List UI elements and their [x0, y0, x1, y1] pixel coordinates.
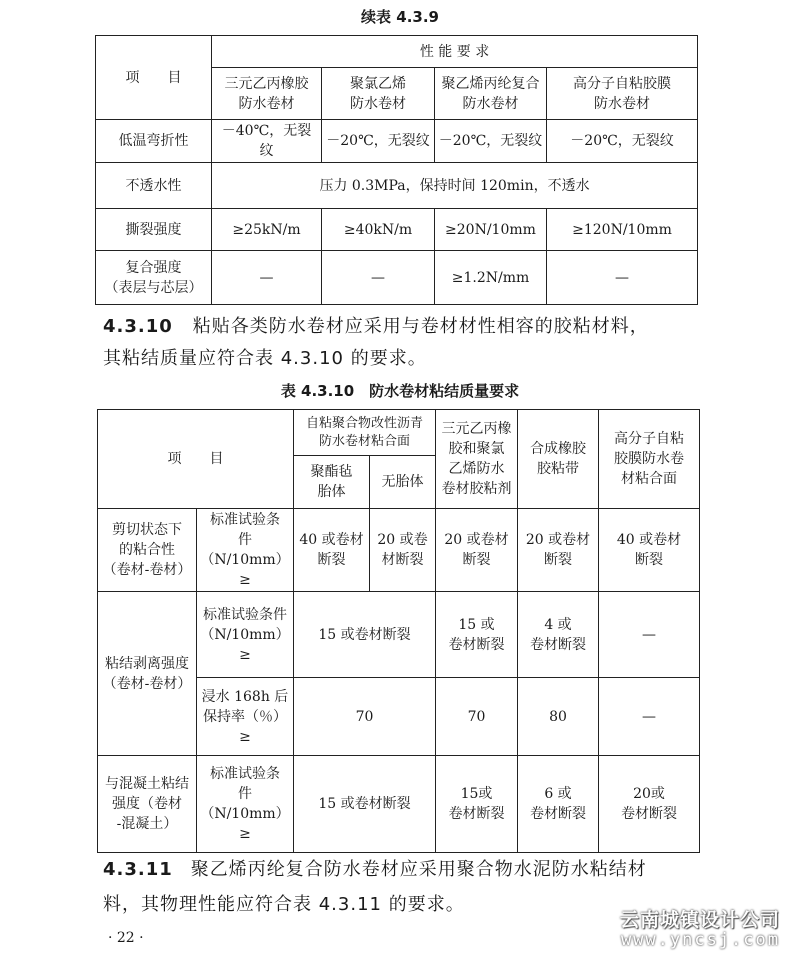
row-label: 粘结剥离强度 （卷材-卷材）	[98, 592, 197, 756]
cell: 15 或卷材断裂	[294, 756, 436, 853]
watermark-company-name: 云南城镇设计公司	[619, 909, 780, 931]
cell: 80	[518, 678, 599, 756]
row-label: 撕裂强度	[96, 209, 212, 251]
table2-group-selfadhesive: 自粘聚合物改性沥青 防水卷材粘合面	[294, 410, 436, 456]
cell: 压力 0.3MPa，保持时间 120min，不透水	[212, 163, 698, 209]
table1-col-pvc: 聚氯乙烯 防水卷材	[322, 68, 435, 120]
cell: 20 或卷 材断裂	[370, 509, 436, 592]
table2	[97, 409, 700, 853]
table2-sub-polyester: 聚酯毡 胎体	[294, 456, 370, 509]
cell: 15或 卷材断裂	[436, 756, 518, 853]
page-number: · 22 ·	[108, 930, 144, 946]
cell: 20 或卷材 断裂	[436, 509, 518, 592]
row-label: 与混凝土粘结 强度（卷材 -混凝土）	[98, 756, 197, 853]
table2-item-header: 项 目	[98, 410, 294, 509]
section-number: 4.3.10	[103, 316, 173, 337]
table1-col-epdm: 三元乙丙橡胶 防水卷材	[212, 68, 322, 120]
cell: 6 或 卷材断裂	[518, 756, 599, 853]
cell: ≥25kN/m	[212, 209, 322, 251]
table1-row-low-temp	[96, 120, 698, 163]
cell: 40 或卷材 断裂	[294, 509, 370, 592]
row-condition: 浸水 168h 后 保持率（％） ≥	[197, 678, 294, 756]
row-label: 不透水性	[96, 163, 212, 209]
table2-row-shear	[98, 509, 700, 592]
cell: —	[322, 251, 435, 305]
table1-caption: 续表 4.3.9	[361, 8, 439, 26]
section-number: 4.3.11	[103, 859, 173, 880]
table1-row-impermeability	[96, 163, 698, 209]
table1-col-polymer-selfadhesive: 高分子自粘胶膜 防水卷材	[547, 68, 698, 120]
row-condition: 标准试验条件 （N/10mm） ≥	[197, 592, 294, 678]
table1-group-header: 性 能 要 求	[212, 36, 698, 68]
cell: 4 或 卷材断裂	[518, 592, 599, 678]
cell: －20℃，无裂纹	[435, 120, 547, 163]
paragraph-text: 聚乙烯丙纶复合防水卷材应采用聚合物水泥防水粘结材	[190, 859, 647, 880]
row-label: 低温弯折性	[96, 120, 212, 163]
cell: －20℃，无裂纹	[322, 120, 435, 163]
cell: —	[212, 251, 322, 305]
cell: 20 或卷材 断裂	[518, 509, 599, 592]
table2-col-epdm-pvc-adhesive: 三元乙丙橡 胶和聚氯 乙烯防水 卷材胶粘剂	[436, 410, 518, 509]
section-4-3-10-line1	[103, 312, 649, 342]
table1-item-header: 项 目	[96, 36, 212, 120]
cell: 15 或卷材断裂	[294, 592, 436, 678]
cell: －20℃，无裂纹	[547, 120, 698, 163]
table2-caption: 表 4.3.10 防水卷材粘结质量要求	[280, 382, 520, 400]
table2-row-concrete	[98, 756, 700, 853]
table2-col-polymer-selfadhesive: 高分子自粘 胶膜防水卷 材粘合面	[599, 410, 700, 509]
row-label: 复合强度 （表层与芯层）	[96, 251, 212, 305]
cell: ≥120N/10mm	[547, 209, 698, 251]
cell: 70	[436, 678, 518, 756]
section-4-3-11-line1	[103, 855, 647, 885]
table1-col-pe-pp: 聚乙烯丙纶复合 防水卷材	[435, 68, 547, 120]
cell: —	[599, 678, 700, 756]
cell: 70	[294, 678, 436, 756]
section-4-3-11-line2: 料，其物理性能应符合表 4.3.11 的要求。	[103, 894, 465, 915]
table2-row-peel-std	[98, 592, 700, 678]
cell: ≥20N/10mm	[435, 209, 547, 251]
cell: ≥40kN/m	[322, 209, 435, 251]
section-4-3-10-line2: 其粘结质量应符合表 4.3.10 的要求。	[103, 348, 427, 369]
table2-sub-no-base: 无胎体	[370, 456, 436, 509]
cell: ≥1.2N/mm	[435, 251, 547, 305]
table2-col-rubber-tape: 合成橡胶 胶粘带	[518, 410, 599, 509]
paragraph-text: 粘贴各类防水卷材应采用与卷材材性相容的胶粘材料，	[192, 316, 649, 337]
row-condition: 标准试验条 件（N/10mm） ≥	[197, 509, 294, 592]
cell: －40℃，无裂纹	[212, 120, 322, 163]
cell: —	[547, 251, 698, 305]
row-label: 剪切状态下 的粘合性 （卷材-卷材）	[98, 509, 197, 592]
cell: —	[599, 592, 700, 678]
table1-row-tear	[96, 209, 698, 251]
cell: 15 或 卷材断裂	[436, 592, 518, 678]
table1-row-composite	[96, 251, 698, 305]
cell: 40 或卷材 断裂	[599, 509, 700, 592]
cell: 20或 卷材断裂	[599, 756, 700, 853]
table1	[95, 35, 698, 305]
watermark-url: www.yncsj.com	[620, 930, 780, 950]
row-condition: 标准试验条 件（N/10mm） ≥	[197, 756, 294, 853]
